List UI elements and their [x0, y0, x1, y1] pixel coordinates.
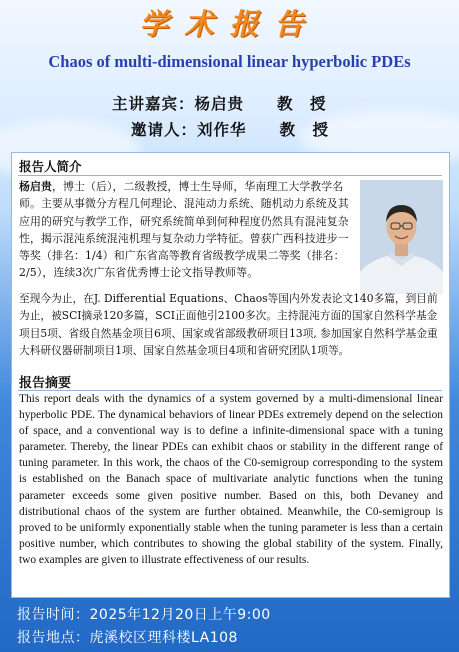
time-line [17, 604, 271, 624]
talk-title-en: Chaos of multi-dimensional linear hyperbolic PDEs [48, 52, 411, 71]
content-panel [11, 152, 450, 598]
speaker-photo [360, 180, 443, 294]
host-name: 杨启贵 [194, 95, 245, 113]
time-value: 2025年12月20日上午9:00 [89, 607, 271, 623]
host-line [112, 92, 327, 114]
host-label: 主讲嘉宾： [112, 95, 195, 113]
inviter-name: 刘作华 [197, 121, 247, 139]
place-label: 报告地点： [17, 630, 90, 646]
divider [18, 175, 442, 176]
inviter-title: 教 授 [279, 121, 330, 139]
place-value: 虎溪校区理科楼LA108 [89, 630, 238, 646]
abstract-section-title: 报告摘要 [19, 376, 72, 391]
place-line [17, 627, 238, 647]
inviter-label: 邀请人： [131, 121, 198, 139]
profile-section-title: 报告人简介 [19, 159, 82, 174]
host-title: 教 授 [277, 95, 327, 113]
page-title-cn: 学术报告 [139, 7, 320, 41]
time-label: 报告时间： [17, 607, 90, 623]
bio-text: ，博士（后），二级教授，博士生导师，华南理工大学教学名师。主要从事微分方程几何理论、混沌动力系统、随机动力系统及其应用的研究与教学工作，研究系统简单到何种程度仍然具有混沌复杂性，揭示混沌系统混沌机理与复杂动力学特征。曾获广西科技进步一等奖（排名：1/4）和广东省高等教育省级教学成果二等奖（排名：2/5），连续3次广东省优秀博士论文指导教师等。 [19, 180, 349, 280]
abstract-text: This report deals with the dynamics of a system governed by a multi-dimensional linear hyperbolic PDE. The dynamical behaviors of linear PDEs extremely depend on the selection of space, and a conventional way is to define a infinite-dimensional space with a tuning parameter. Thereby, the linear PDEs can exhibit chaos or stability in the different range of tuning parameter. In this work, the chaos of the C0-semigroup corresponding to the system is established on the Banach space of multivariate analytic functions when the tuning parameter exceeds some given positive number. Based on this, both Devaney and distributional chaos of the system are further obtained. Meanwhile, the C0-semigroup is proved to be uniformly exponentially stable when the tuning parameter is less than a certain positive number, which contributes to showing the global stability of the system. Finally, two examples are given to illustrate effectiveness of our results. [19, 393, 443, 566]
speaker-portrait-icon [360, 180, 443, 294]
bio-name: 杨启贵 [19, 180, 52, 193]
speaker-bio [19, 178, 354, 282]
publications-text: 至现今为止，在J. Differential Equations、Chaos等国内外发表论文140多篇，到目前为止，被SCI摘录120多篇，SCI正面他引2100多次。主持混沌方面的国家自然科学基金项目5项、省级自然基金项目6项、国家或省部级教研项目13项, 参加国家自然科学基金重大科研仪器研制项目1项、国家自然基金项目4项和省研究团队1项等。 [19, 292, 438, 358]
inviter-line [131, 118, 329, 140]
